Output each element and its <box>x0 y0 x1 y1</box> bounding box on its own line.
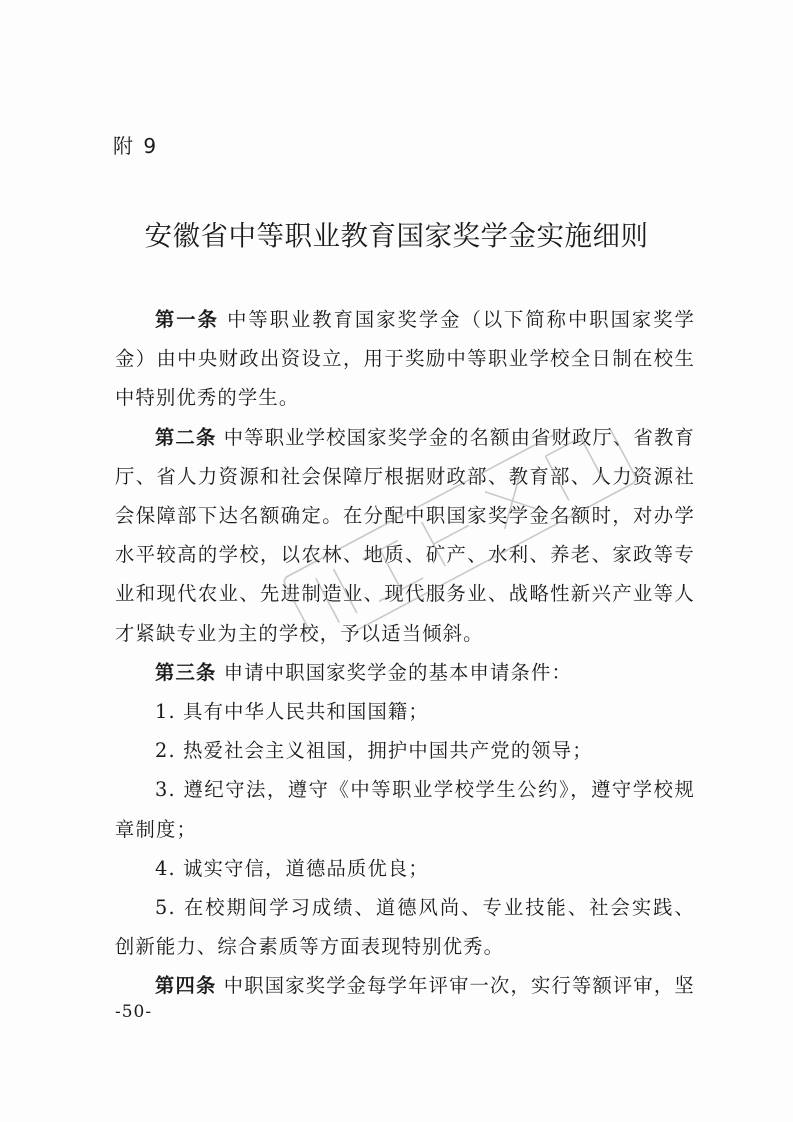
paragraph-article-4 <box>115 966 695 1005</box>
list-item <box>115 770 695 848</box>
article-label: 第二条 <box>155 425 217 449</box>
list-item <box>115 731 695 770</box>
paragraph-text: 2. 热爱社会主义祖国，拥护中国共产党的领导； <box>155 739 593 763</box>
annex-label: 附 9 <box>113 134 159 158</box>
document-body <box>115 300 695 1006</box>
list-item <box>115 888 695 966</box>
page-number: -50- <box>115 1002 153 1022</box>
paragraph-text: 申请中职国家奖学金的基本申请条件： <box>216 660 572 684</box>
paragraph-article-1 <box>115 300 695 418</box>
paragraph-article-2 <box>115 418 695 653</box>
paragraph-article-3 <box>115 653 695 692</box>
list-item <box>115 849 695 888</box>
paragraph-text: 1. 具有中华人民共和国国籍； <box>155 700 429 724</box>
paragraph-text: 中等职业教育国家奖学金（以下简称中职国家奖学金）由中央财政出资设立，用于奖励中等职业学校全日制在校生中特别优秀的学生。 <box>115 308 695 410</box>
paragraph-text: 3. 遵纪守法，遵守《中等职业学校学生公约》，遵守学校规章制度； <box>115 778 695 841</box>
document-title: 安徽省中等职业教育国家奖学金实施细则 <box>144 220 649 252</box>
article-label: 第三条 <box>155 660 217 684</box>
list-item <box>115 692 695 731</box>
paragraph-text: 5. 在校期间学习成绩、道德风尚、专业技能、社会实践、创新能力、综合素质等方面表现特别优秀。 <box>115 896 695 959</box>
paragraph-text: 中等职业学校国家奖学金的名额由省财政厅、省教育厅、省人力资源和社会保障厅根据财政部、教育部、人力资源社会保障部下达名额确定。在分配中职国家奖学金名额时，对办学水平较高的学校，以农林、地质、矿产、水利、养老、家政等专业和现代农业、先进制造业、现代服务业、战略性新兴产业等人才紧缺专业为主的学校，予以适当倾斜。 <box>115 425 695 645</box>
article-label: 第四条 <box>155 974 217 998</box>
paragraph-text: 4. 诚实守信，道德品质优良； <box>155 856 429 880</box>
article-label: 第一条 <box>155 308 219 331</box>
paragraph-text: 中职国家奖学金每学年评审一次，实行等额评审，坚 <box>216 974 695 998</box>
